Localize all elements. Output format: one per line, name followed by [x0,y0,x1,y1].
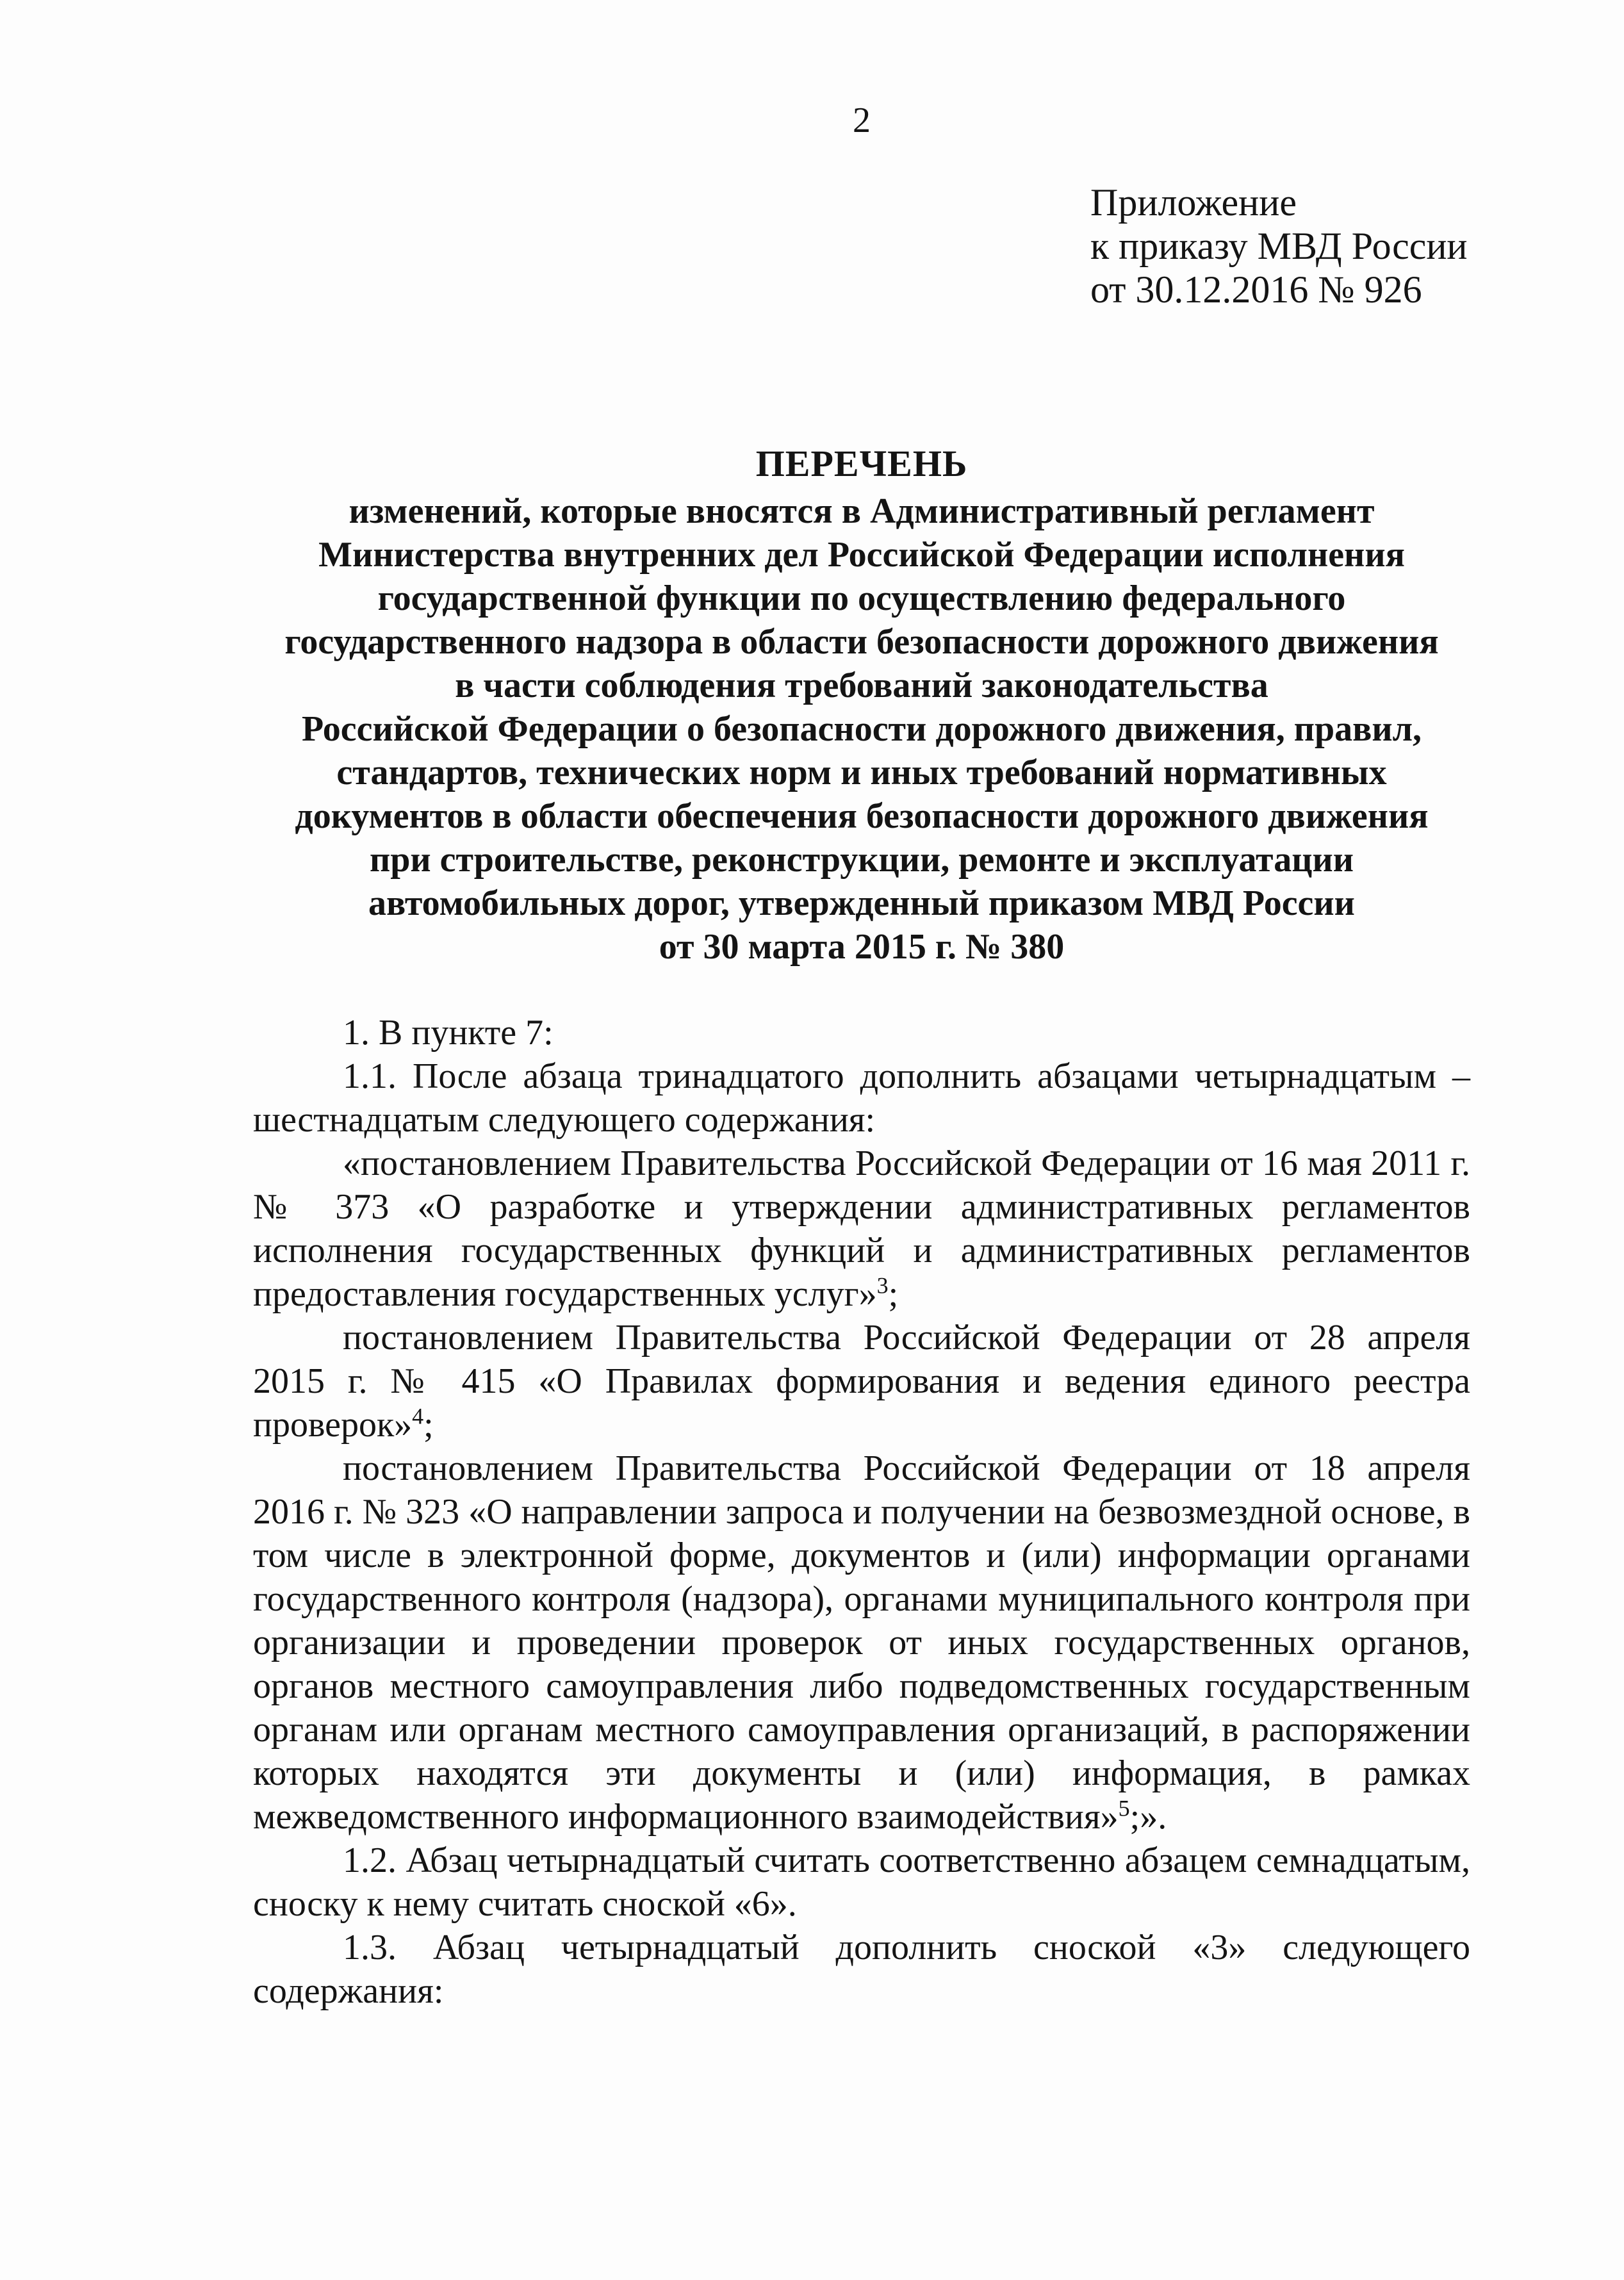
title-line: в части соблюдения требований законодательства [455,666,1268,705]
title-line: Министерства внутренних дел Российской Федерации исполнения [318,535,1405,575]
title-line: документов в области обеспечения безопасности дорожного движения [295,796,1429,836]
title-line: от 30 марта 2015 г. № 380 [659,927,1065,967]
document-title [237,442,1486,969]
paragraph-1-2: 1.2. Абзац четырнадцатый считать соответственно абзацем семнадцатым, сноску к нему считать сноской «6». [253,1841,1470,1924]
appendix-line-2: к приказу МВД России [1090,225,1468,267]
title-line: государственной функции по осуществлению федерального [377,578,1346,618]
footnote-marker: 5 [1118,1795,1130,1821]
appendix-line-3: от 30.12.2016 № 926 [1090,268,1422,311]
quoted-text: «постановлением Правительства Российской Федерации от 16 мая 2011 г. № 373 «О разработке и утверждении административных регламентов исполнения государственных функций и административных регламентов предоставления государственных услуг» [253,1144,1470,1314]
quoted-paragraph-1 [253,1142,1470,1316]
title-line: государственного надзора в области безопасности дорожного движения [284,622,1439,662]
footnote-marker: 4 [412,1403,424,1429]
quoted-tail: ; [423,1405,434,1445]
title-line: автомобильных дорог, утвержденный приказом МВД России [368,883,1355,923]
title-line: стандартов, технических норм и иных требований нормативных [336,753,1387,792]
document-body [253,1011,1470,2013]
quoted-tail: ;». [1129,1797,1167,1837]
appendix-line-1: Приложение [1090,181,1297,224]
paragraph-1-1: 1.1. После абзаца тринадцатого дополнить абзацами четырнадцатым – шестнадцатым следующего содержания: [253,1056,1470,1140]
appendix-header [1090,181,1468,311]
quoted-tail: ; [888,1274,899,1314]
footnote-marker: 3 [876,1272,889,1299]
title-main: ПЕРЕЧЕНЬ [755,443,968,484]
title-line: изменений, которые вносятся в Административный регламент [349,491,1375,531]
quoted-text: постановлением Правительства Российской Федерации от 18 апреля 2016 г. № 323 «О направлении запроса и получении на безвозмездной основе, в том числе в электронной форме, документов и (или) информации органами государственного контроля (надзора), органами муниципального контроля при организации и проведении проверок от иных государственных органов, органов местного самоуправления либо подведомственных государственным органам или органам местного самоуправления организаций, в распоряжении которых находятся эти документы и (или) информация, в рамках межведомственного информационного взаимодействия» [253,1448,1470,1837]
quoted-paragraph-3 [253,1447,1470,1839]
title-line: при строительстве, реконструкции, ремонте и эксплуатации [369,840,1354,880]
paragraph-1-3: 1.3. Абзац четырнадцатый дополнить сноской «3» следующего содержания: [253,1928,1470,2011]
title-line: Российской Федерации о безопасности дорожного движения, правил, [301,709,1422,749]
quoted-text: постановлением Правительства Российской Федерации от 28 апреля 2015 г. № 415 «О Правилах формирования и ведения единого реестра проверок» [253,1318,1470,1445]
page-number: 2 [853,101,871,140]
quoted-paragraph-2 [253,1316,1470,1447]
paragraph-1: 1. В пункте 7: [343,1013,554,1053]
